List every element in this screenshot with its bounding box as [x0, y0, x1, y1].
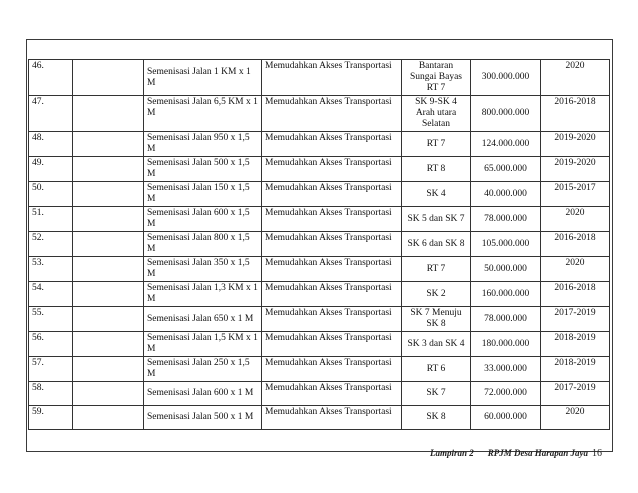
blank-cell — [73, 257, 144, 282]
activity-name: Semenisasi Jalan 800 x 1,5 M — [144, 232, 262, 257]
activity-purpose: Memudahkan Akses Transportasi — [262, 132, 402, 157]
activity-cost: 33.000.000 — [471, 357, 541, 382]
activity-year: 2015-2017 — [541, 182, 610, 207]
blank-cell — [73, 132, 144, 157]
row-number: 47. — [29, 96, 73, 132]
row-number: 57. — [29, 357, 73, 382]
page-number: 16 — [592, 448, 603, 459]
activity-cost: 800.000.000 — [471, 96, 541, 132]
blank-cell — [73, 332, 144, 357]
table-row — [29, 232, 610, 257]
activity-name: Semenisasi Jalan 650 x 1 M — [144, 307, 262, 332]
activity-year: 2019-2020 — [541, 157, 610, 182]
row-number: 50. — [29, 182, 73, 207]
table-row — [29, 96, 610, 132]
blank-cell — [73, 307, 144, 332]
activity-cost: 105.000.000 — [471, 232, 541, 257]
activity-cost: 180.000.000 — [471, 332, 541, 357]
activity-year: 2016-2018 — [541, 282, 610, 307]
row-number: 48. — [29, 132, 73, 157]
row-number: 53. — [29, 257, 73, 282]
activity-year: 2018-2019 — [541, 332, 610, 357]
activity-purpose: Memudahkan Akses Transportasi — [262, 96, 402, 132]
project-table — [28, 59, 610, 430]
activity-cost: 50.000.000 — [471, 257, 541, 282]
blank-cell — [73, 157, 144, 182]
row-number: 55. — [29, 307, 73, 332]
activity-purpose: Memudahkan Akses Transportasi — [262, 406, 402, 430]
activity-location: SK 9-SK 4 Arah utara Selatan — [402, 96, 471, 132]
activity-name: Semenisasi Jalan 150 x 1,5 M — [144, 182, 262, 207]
row-number: 52. — [29, 232, 73, 257]
table-row — [29, 157, 610, 182]
activity-year: 2018-2019 — [541, 357, 610, 382]
activity-purpose: Memudahkan Akses Transportasi — [262, 182, 402, 207]
activity-name: Semenisasi Jalan 1,5 KM x 1 M — [144, 332, 262, 357]
activity-cost: 72.000.000 — [471, 382, 541, 406]
blank-cell — [73, 282, 144, 307]
activity-name: Semenisasi Jalan 500 x 1 M — [144, 406, 262, 430]
activity-name: Semenisasi Jalan 950 x 1,5 M — [144, 132, 262, 157]
activity-name: Semenisasi Jalan 250 x 1,5 M — [144, 357, 262, 382]
row-number: 54. — [29, 282, 73, 307]
activity-year: 2017-2019 — [541, 382, 610, 406]
activity-name: Semenisasi Jalan 1 KM x 1 M — [144, 60, 262, 96]
blank-cell — [73, 357, 144, 382]
activity-cost: 300.000.000 — [471, 60, 541, 96]
activity-year: 2020 — [541, 60, 610, 96]
activity-name: Semenisasi Jalan 6,5 KM x 1 M — [144, 96, 262, 132]
activity-cost: 60.000.000 — [471, 406, 541, 430]
activity-location: RT 8 — [402, 157, 471, 182]
blank-cell — [73, 232, 144, 257]
blank-cell — [73, 382, 144, 406]
activity-location: SK 8 — [402, 406, 471, 430]
activity-purpose: Memudahkan Akses Transportasi — [262, 282, 402, 307]
activity-name: Semenisasi Jalan 500 x 1,5 M — [144, 157, 262, 182]
activity-year: 2016-2018 — [541, 232, 610, 257]
activity-purpose: Memudahkan Akses Transportasi — [262, 157, 402, 182]
activity-cost: 78.000.000 — [471, 307, 541, 332]
activity-location: SK 6 dan SK 8 — [402, 232, 471, 257]
row-number: 58. — [29, 382, 73, 406]
table-row — [29, 182, 610, 207]
row-number: 46. — [29, 60, 73, 96]
table-row — [29, 60, 610, 96]
blank-cell — [73, 96, 144, 132]
activity-purpose: Memudahkan Akses Transportasi — [262, 232, 402, 257]
activity-location: Bantaran Sungai Bayas RT 7 — [402, 60, 471, 96]
activity-name: Semenisasi Jalan 350 x 1,5 M — [144, 257, 262, 282]
activity-year: 2020 — [541, 257, 610, 282]
activity-year: 2019-2020 — [541, 132, 610, 157]
activity-name: Semenisasi Jalan 600 x 1 M — [144, 382, 262, 406]
activity-purpose: Memudahkan Akses Transportasi — [262, 357, 402, 382]
table-row — [29, 307, 610, 332]
activity-location: SK 4 — [402, 182, 471, 207]
activity-location: SK 3 dan SK 4 — [402, 332, 471, 357]
activity-year: 2020 — [541, 207, 610, 232]
activity-cost: 78.000.000 — [471, 207, 541, 232]
activity-purpose: Memudahkan Akses Transportasi — [262, 307, 402, 332]
table-row — [29, 257, 610, 282]
activity-location: RT 7 — [402, 132, 471, 157]
blank-cell — [73, 207, 144, 232]
activity-cost: 65.000.000 — [471, 157, 541, 182]
table-row — [29, 357, 610, 382]
activity-cost: 40.000.000 — [471, 182, 541, 207]
table-row — [29, 282, 610, 307]
row-number: 56. — [29, 332, 73, 357]
table-row — [29, 207, 610, 232]
activity-location: RT 6 — [402, 357, 471, 382]
activity-purpose: Memudahkan Akses Transportasi — [262, 207, 402, 232]
activity-location: SK 7 Menuju SK 8 — [402, 307, 471, 332]
footer-doc-title: RPJM Desa Harapan Jaya — [487, 448, 589, 458]
blank-cell — [73, 182, 144, 207]
activity-location: SK 5 dan SK 7 — [402, 207, 471, 232]
activity-cost: 160.000.000 — [471, 282, 541, 307]
activity-location: SK 2 — [402, 282, 471, 307]
blank-cell — [73, 60, 144, 96]
row-number: 51. — [29, 207, 73, 232]
table-row — [29, 406, 610, 430]
activity-cost: 124.000.000 — [471, 132, 541, 157]
activity-purpose: Memudahkan Akses Transportasi — [262, 382, 402, 406]
row-number: 49. — [29, 157, 73, 182]
activity-year: 2017-2019 — [541, 307, 610, 332]
activity-name: Semenisasi Jalan 1,3 KM x 1 M — [144, 282, 262, 307]
activity-year: 2020 — [541, 406, 610, 430]
activity-name: Semenisasi Jalan 600 x 1,5 M — [144, 207, 262, 232]
activity-location: RT 7 — [402, 257, 471, 282]
page-footer — [430, 448, 602, 459]
table-row — [29, 332, 610, 357]
table-row — [29, 132, 610, 157]
footer-lampiran: Lampiran 2 — [430, 448, 474, 458]
row-number: 59. — [29, 406, 73, 430]
blank-cell — [73, 406, 144, 430]
activity-purpose: Memudahkan Akses Transportasi — [262, 332, 402, 357]
activity-purpose: Memudahkan Akses Transportasi — [262, 60, 402, 96]
table-row — [29, 382, 610, 406]
activity-purpose: Memudahkan Akses Transportasi — [262, 257, 402, 282]
activity-year: 2016-2018 — [541, 96, 610, 132]
activity-location: SK 7 — [402, 382, 471, 406]
